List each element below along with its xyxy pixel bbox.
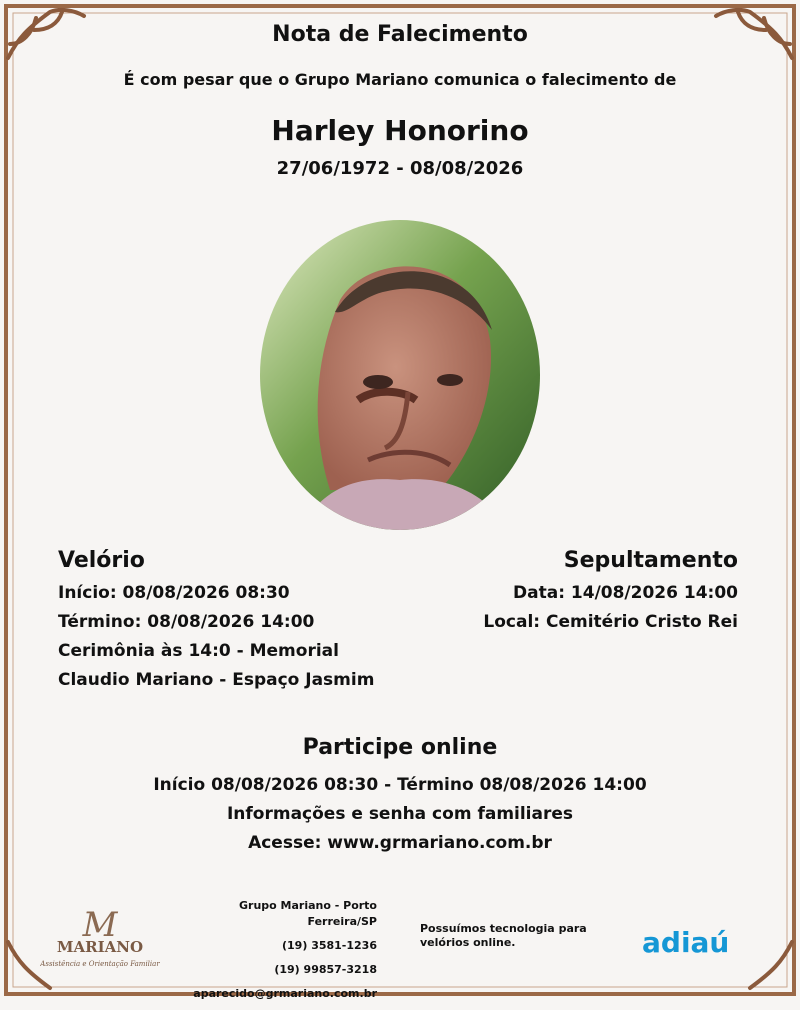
life-dates: 27/06/1972 - 08/08/2026 [276, 158, 524, 179]
sepultamento-place: Local: Cemitério Cristo Rei [483, 612, 738, 632]
velorio-end: Término: 08/08/2026 14:00 [58, 612, 315, 632]
velorio-section [58, 548, 418, 695]
svg-text:M: M [82, 905, 118, 945]
online-info: Informações e senha com familiares [226, 804, 574, 824]
notice-title: Nota de Falecimento [272, 22, 528, 47]
deceased-name: Harley Honorino [271, 114, 529, 147]
online-heading: Participe online [302, 735, 498, 760]
company-location: Grupo Mariano - Porto Ferreira/SP [238, 899, 377, 928]
online-period: Início 08/08/2026 08:30 - Término 08/08/2026 14:00 [153, 775, 647, 795]
sepultamento-date: Data: 14/08/2026 14:00 [513, 583, 738, 603]
contact-email[interactable]: aparecido@grmariano.com.br [193, 987, 377, 1000]
contact-block [190, 898, 377, 1010]
phone-mobile[interactable]: (19) 99857-3218 [274, 963, 377, 976]
logo-tagline: Assistência e Orientação Familiar [40, 960, 160, 968]
adiau-wordmark: adiaú [642, 926, 730, 959]
logo-text: MARIANO [56, 938, 144, 956]
velorio-place: Claudio Mariano - Espaço Jasmim [58, 670, 375, 690]
velorio-start: Início: 08/08/2026 08:30 [58, 583, 290, 603]
technology-note: Possuímos tecnologia para velórios online. [420, 922, 587, 949]
notice-intro: É com pesar que o Grupo Mariano comunica o falecimento de [123, 70, 677, 89]
mariano-logo [40, 900, 160, 980]
phone-landline[interactable]: (19) 3581-1236 [282, 939, 377, 952]
sepultamento-section [408, 548, 738, 637]
sepultamento-heading: Sepultamento [563, 548, 738, 573]
online-access-link[interactable]: Acesse: www.grmariano.com.br [248, 833, 552, 853]
deceased-photo [260, 220, 540, 530]
adiau-logo [640, 922, 760, 962]
velorio-ceremony: Cerimônia às 14:0 - Memorial [58, 641, 339, 661]
velorio-heading: Velório [58, 548, 145, 573]
